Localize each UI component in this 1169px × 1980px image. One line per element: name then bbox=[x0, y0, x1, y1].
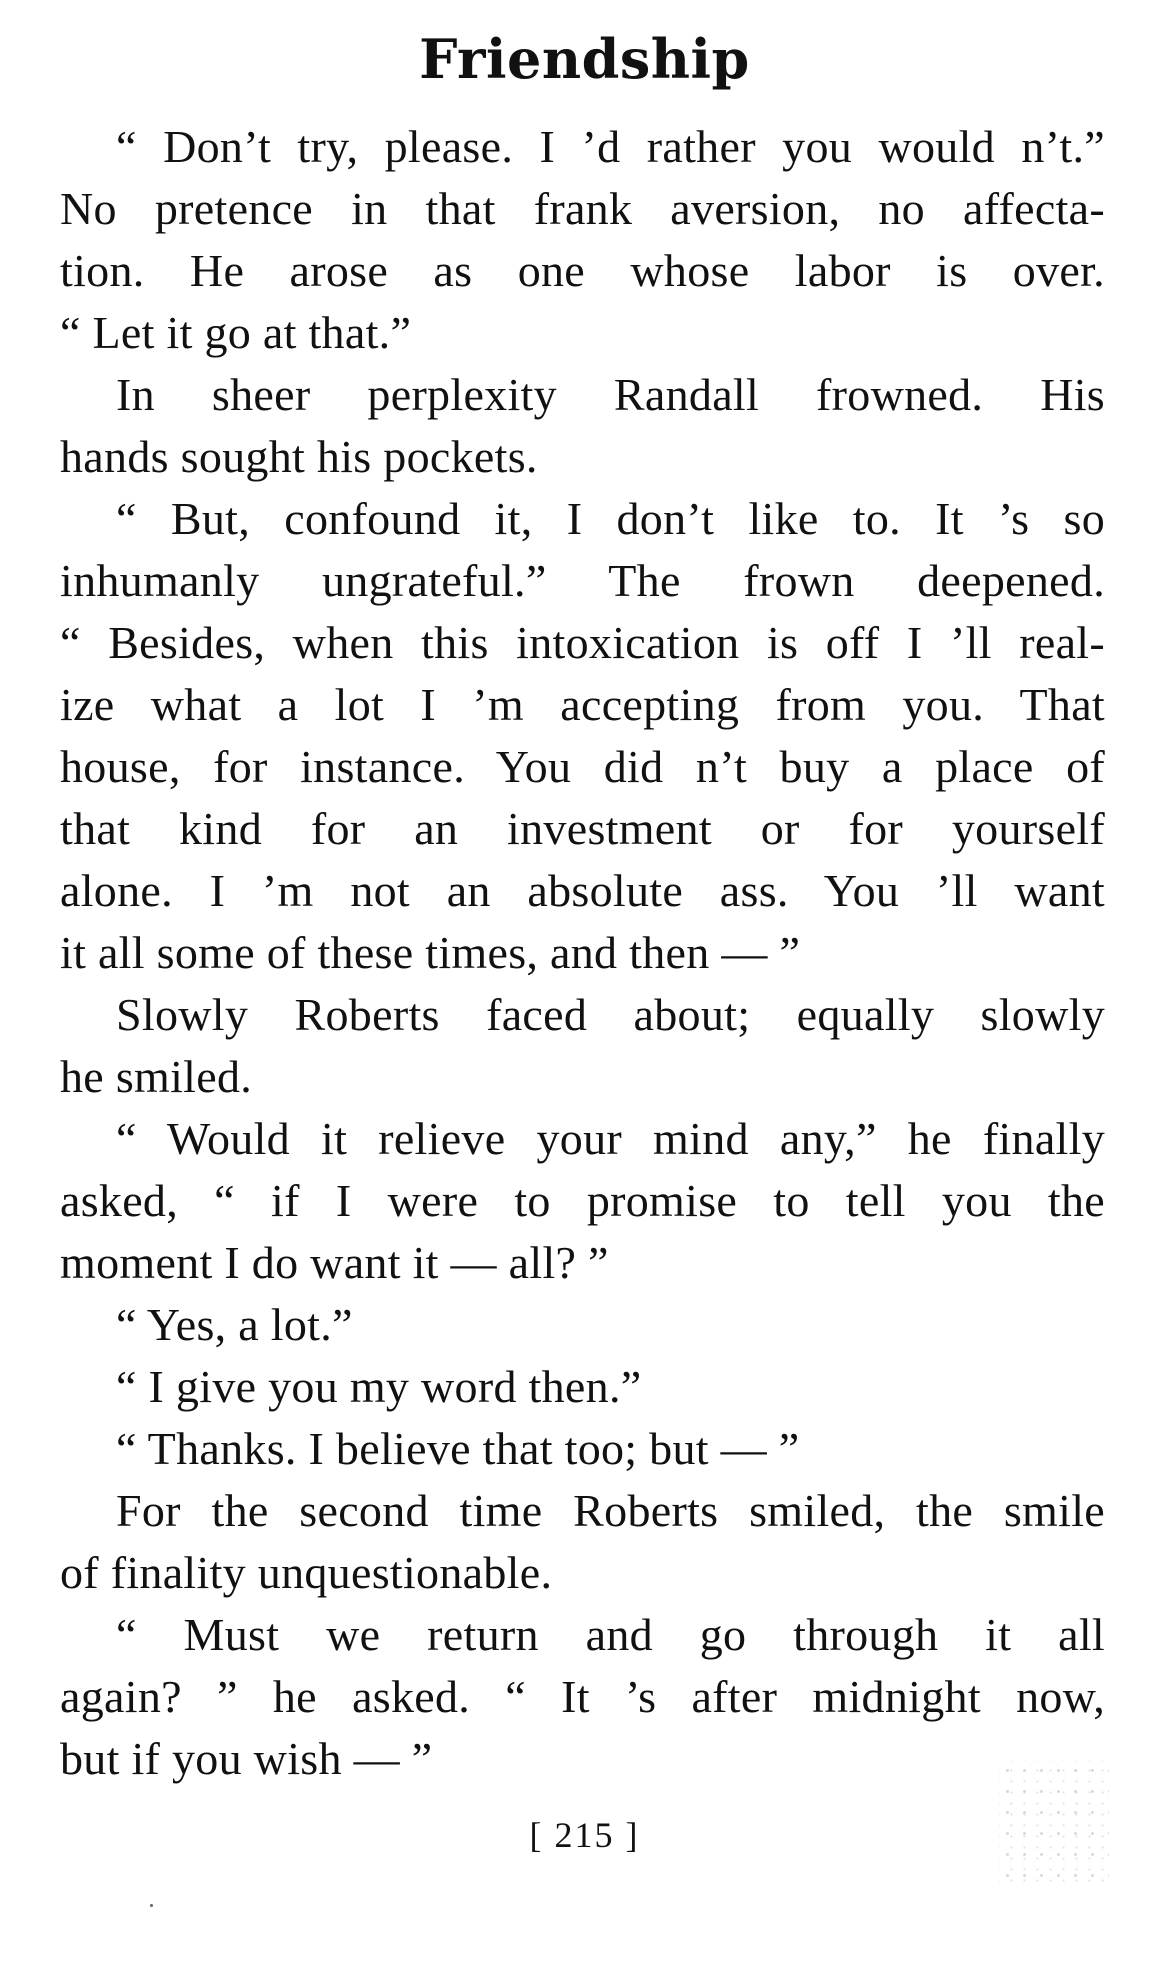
ink-speck bbox=[150, 1904, 153, 1907]
text-line: “ But, confound it, I don’t like to. It ’s so bbox=[116, 493, 1105, 544]
body-text bbox=[60, 116, 1105, 1790]
running-head: Friendship bbox=[419, 27, 750, 91]
text-line: hands sought his pockets. bbox=[60, 431, 538, 482]
text-line: that kind for an investment or for yourself bbox=[60, 803, 1105, 854]
text-line: alone. I ’m not an absolute ass. You ’ll want bbox=[60, 865, 1105, 916]
text-line: Slowly Roberts faced about; equally slowly bbox=[116, 989, 1105, 1040]
text-line: he smiled. bbox=[60, 1051, 253, 1102]
text-line: inhumanly ungrateful.” The frown deepened. bbox=[60, 555, 1105, 606]
text-line: house, for instance. You did n’t buy a place of bbox=[60, 741, 1105, 792]
paper-blemish bbox=[999, 1760, 1109, 1890]
text-line: For the second time Roberts smiled, the smile bbox=[116, 1485, 1105, 1536]
text-line: it all some of these times, and then — ” bbox=[60, 927, 801, 978]
text-line: moment I do want it — all? ” bbox=[60, 1237, 609, 1288]
text-line: In sheer perplexity Randall frowned. His bbox=[116, 369, 1105, 420]
text-line: asked, “ if I were to promise to tell you the bbox=[60, 1175, 1105, 1226]
text-line: No pretence in that frank aversion, no affecta- bbox=[60, 183, 1105, 234]
text-line: “ Don’t try, please. I ’d rather you would n’t.” bbox=[116, 121, 1105, 172]
text-line: “ Yes, a lot.” bbox=[116, 1299, 353, 1350]
text-line: “ I give you my word then.” bbox=[116, 1361, 642, 1412]
text-line: tion. He arose as one whose labor is over. bbox=[60, 245, 1105, 296]
page-number: [ 215 ] bbox=[529, 1815, 640, 1855]
text-line: again? ” he asked. “ It ’s after midnight now, bbox=[60, 1671, 1105, 1722]
text-line: but if you wish — ” bbox=[60, 1733, 433, 1784]
text-line: “ Thanks. I believe that too; but — ” bbox=[116, 1423, 800, 1474]
text-line: “ Besides, when this intoxication is off I ’ll real- bbox=[60, 617, 1105, 668]
text-line: “ Let it go at that.” bbox=[60, 307, 412, 358]
text-line: “ Would it relieve your mind any,” he finally bbox=[116, 1113, 1105, 1164]
text-line: ize what a lot I ’m accepting from you. That bbox=[60, 679, 1105, 730]
text-line: “ Must we return and go through it all bbox=[116, 1609, 1105, 1660]
text-line: of finality unquestionable. bbox=[60, 1547, 553, 1598]
